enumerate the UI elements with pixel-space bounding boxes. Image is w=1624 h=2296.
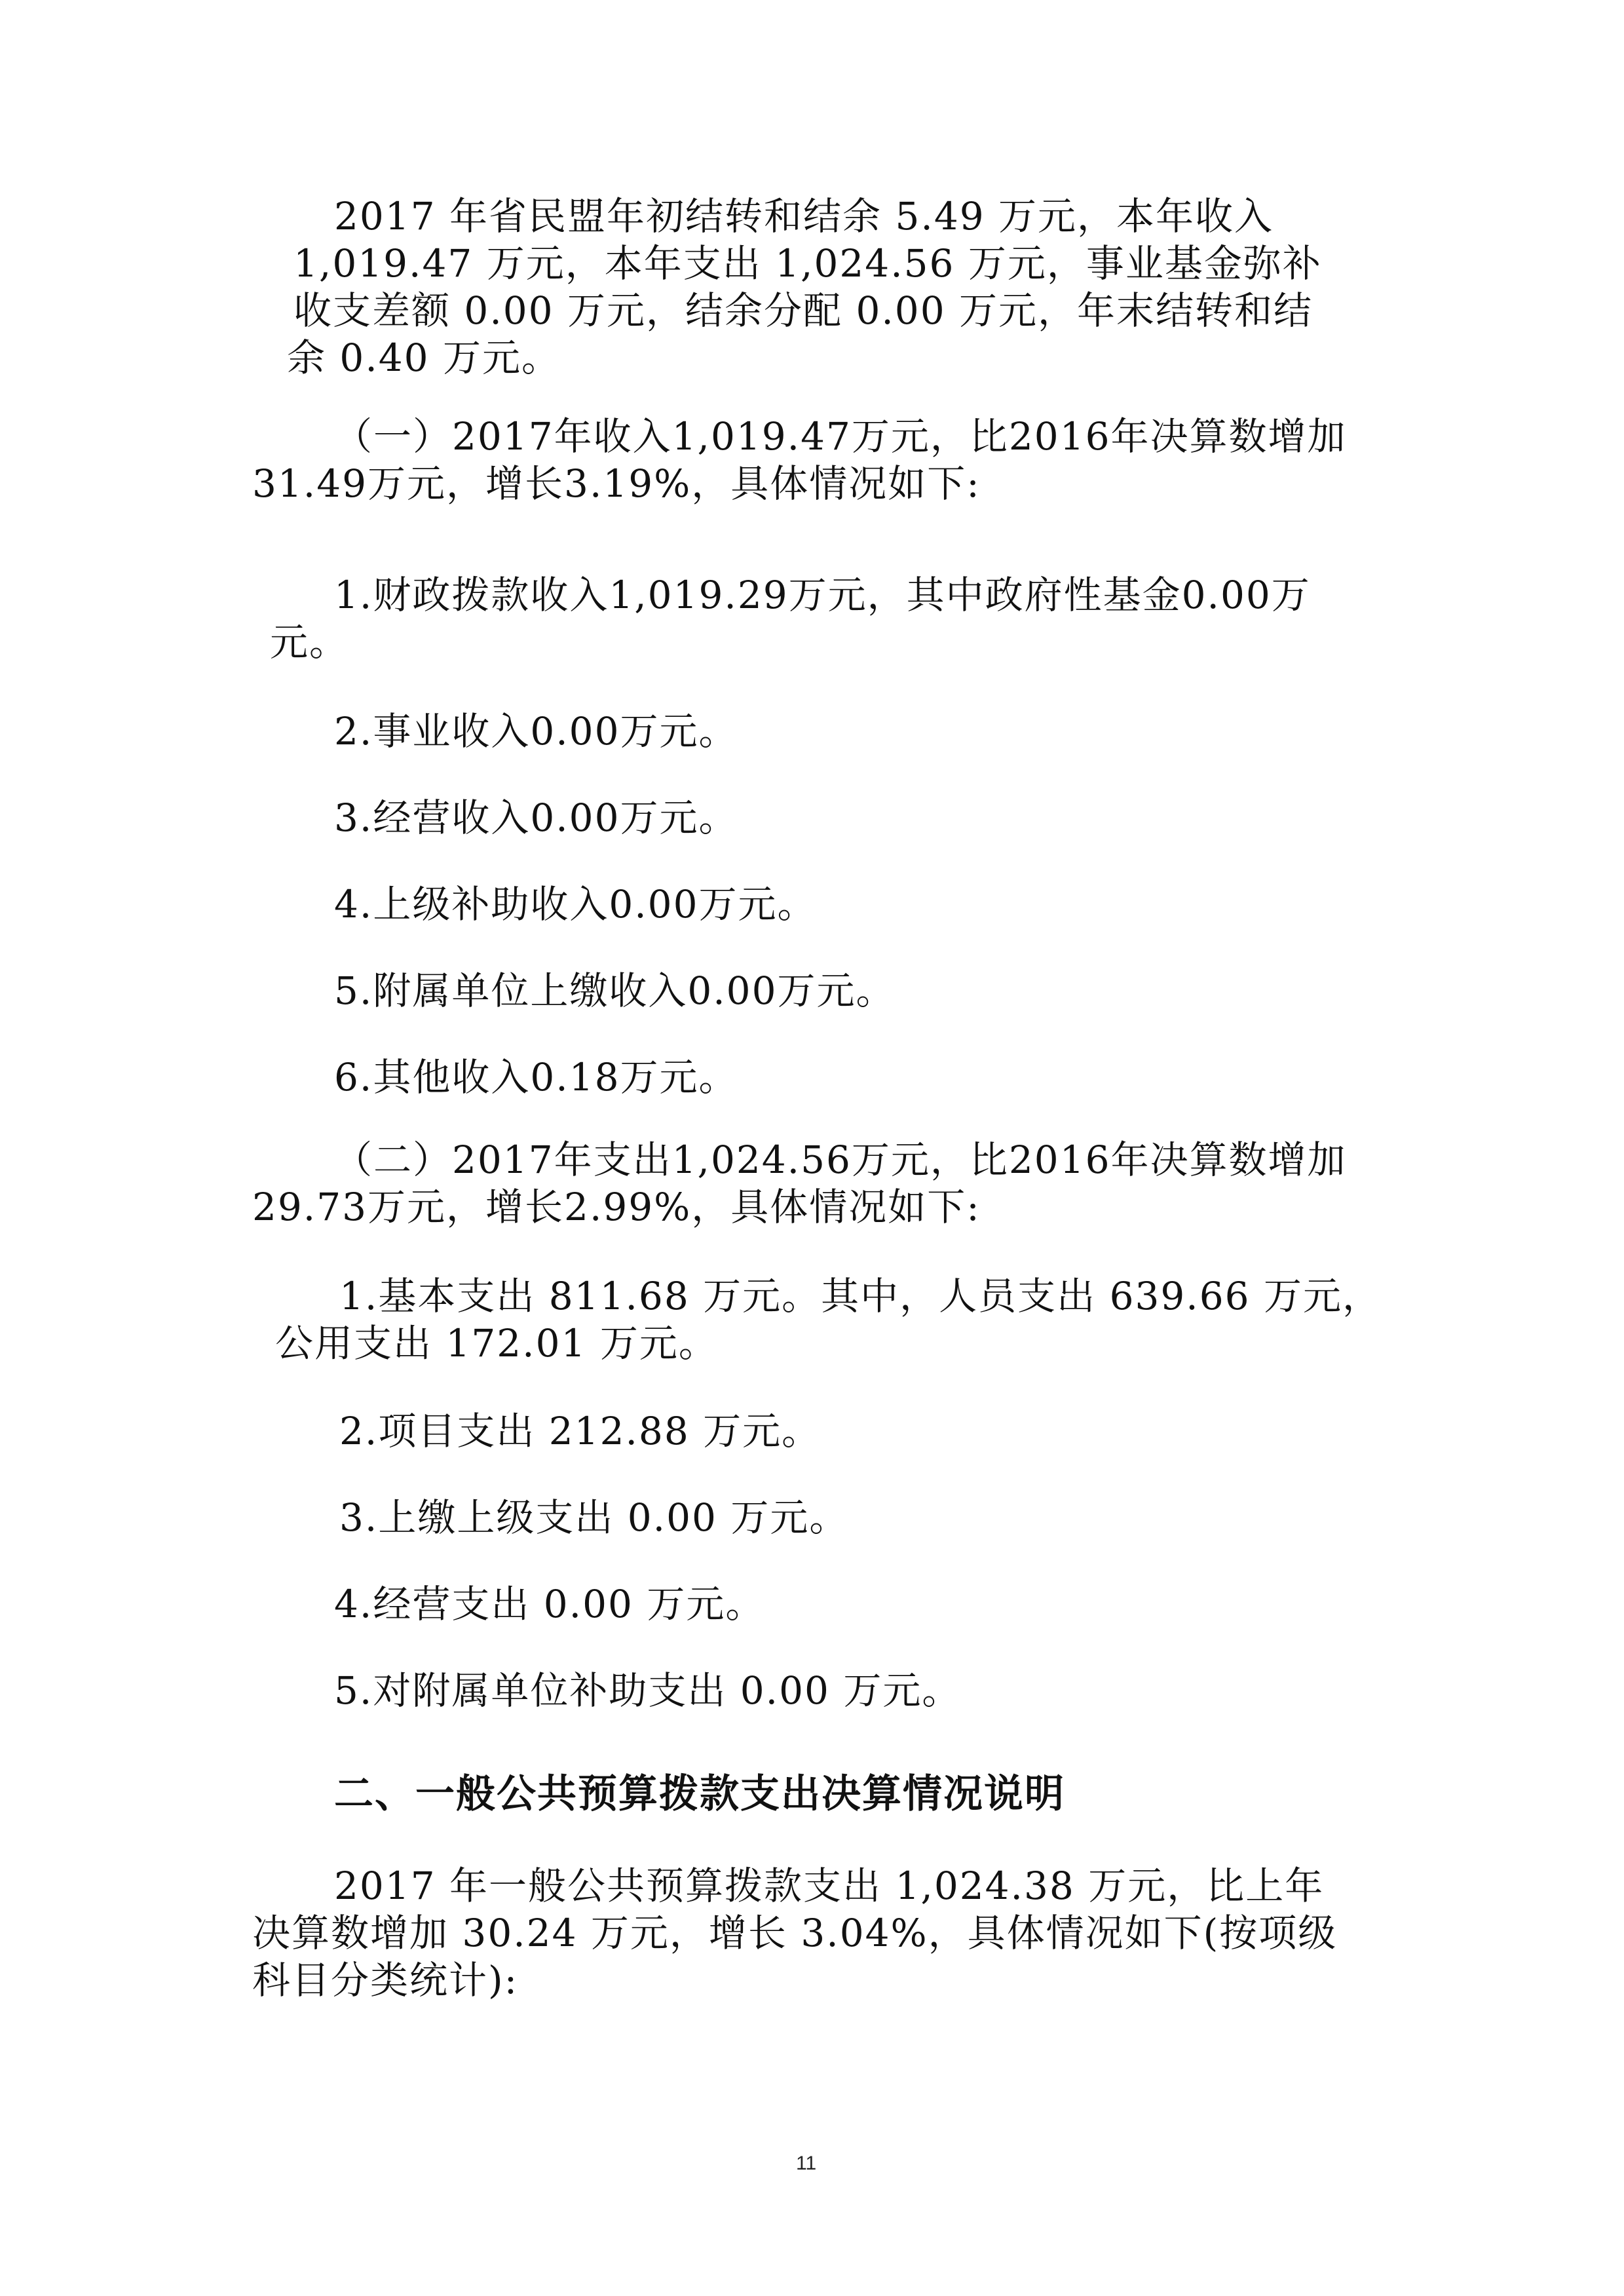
expense-item: 5.对附属单位补助支出 0.00 万元。	[334, 1668, 962, 1713]
intro-line: 余 0.40 万元。	[287, 335, 561, 380]
income-item: 5.附属单位上缴收入0.00万元。	[334, 968, 896, 1013]
section-heading: 二、一般公共预算拨款支出决算情况说明	[334, 1771, 1065, 1817]
intro-line: 收支差额 0.00 万元，结余分配 0.00 万元，年末结转和结	[293, 288, 1313, 333]
income-summary-line: （一）2017年收入1,019.47万元，比2016年决算数增加	[334, 414, 1347, 459]
intro-line: 2017 年省民盟年初结转和结余 5.49 万元，本年收入	[334, 194, 1274, 239]
intro-line: 1,019.47 万元，本年支出 1,024.56 万元，事业基金弥补	[293, 241, 1322, 286]
income-item: 2.事业收入0.00万元。	[334, 709, 738, 754]
income-item: 6.其他收入0.18万元。	[334, 1055, 738, 1100]
expense-item: 公用支出 172.01 万元。	[275, 1321, 718, 1366]
expense-summary-line: 29.73万元，增长2.99%，具体情况如下:	[252, 1185, 981, 1229]
section-two-line: 科目分类统计):	[252, 1958, 519, 2002]
section-two-line: 决算数增加 30.24 万元，增长 3.04%，具体情况如下(按项级	[252, 1911, 1338, 1955]
income-item: 1.财政拨款收入1,019.29万元，其中政府性基金0.00万	[334, 573, 1311, 617]
expense-item: 1.基本支出 811.68 万元。其中，人员支出 639.66 万元，	[339, 1274, 1382, 1318]
income-item: 3.经营收入0.00万元。	[334, 795, 738, 840]
income-item: 4.上级补助收入0.00万元。	[334, 882, 817, 927]
expense-item: 2.项目支出 212.88 万元。	[339, 1409, 821, 1453]
expense-item: 4.经营支出 0.00 万元。	[334, 1582, 765, 1626]
expense-item: 3.上缴上级支出 0.00 万元。	[339, 1495, 849, 1540]
income-summary-line: 31.49万元，增长3.19%，具体情况如下:	[252, 461, 981, 506]
section-two-line: 2017 年一般公共预算拨款支出 1,024.38 万元，比上年	[334, 1864, 1325, 1908]
expense-summary-line: （二）2017年支出1,024.56万元，比2016年决算数增加	[334, 1138, 1347, 1182]
income-item: 元。	[270, 620, 349, 664]
page-number: 11	[796, 2152, 817, 2174]
